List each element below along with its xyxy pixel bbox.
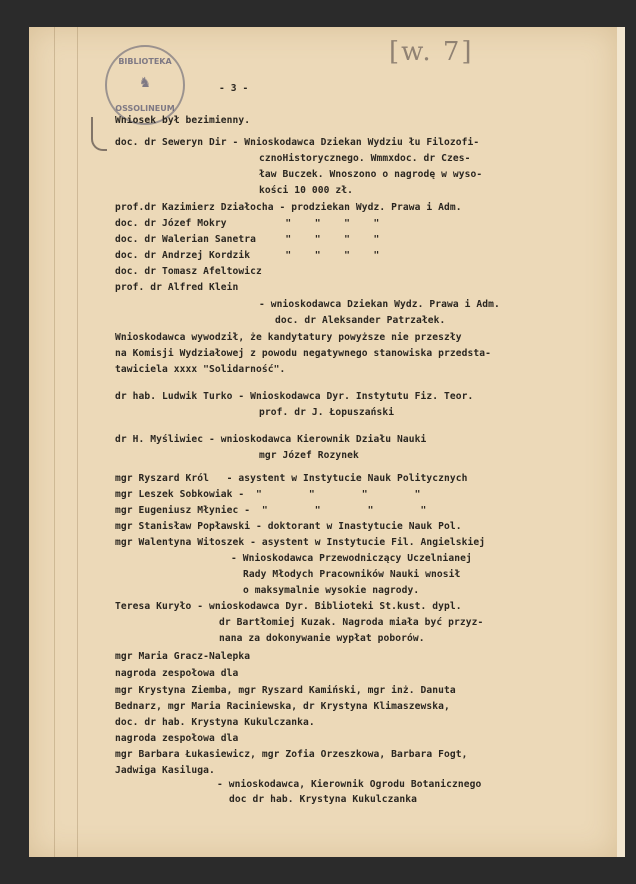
stamp-emblem-icon: ♞	[138, 75, 152, 91]
document-page	[29, 27, 617, 857]
fold-line	[77, 27, 78, 857]
text-line: dr hab. Ludwik Turko - Wnioskodawca Dyr. Instytutu Fiz. Teor.	[115, 391, 474, 402]
text-line: - wnioskodawca Dziekan Wydz. Prawa i Adm.	[259, 299, 500, 310]
library-stamp	[105, 45, 185, 125]
text-line: - Wnioskodawca Przewodniczący Uczelnianej	[231, 553, 472, 564]
text-line: mgr Ryszard Król - asystent w Instytucie Nauk Politycznych	[115, 473, 468, 484]
text-line: ław Buczek. Wnoszono o nagrodę w wyso-	[259, 169, 483, 180]
text-line: Jadwiga Kasiluga.	[115, 765, 215, 776]
text-line: Teresa Kuryło - wnioskodawca Dyr. Biblioteki St.kust. dypl.	[115, 601, 462, 612]
text-line: dr H. Myśliwiec - wnioskodawca Kierownik Działu Nauki	[115, 434, 427, 445]
text-line: nagroda zespołowa dla	[115, 668, 239, 679]
stamp-bottom-text: OSSOLINEUM	[115, 104, 175, 113]
page-edge	[617, 27, 625, 857]
text-line: doc. dr Seweryn Dir - Wnioskodawca Dziekan Wydziu łu Filozofi-	[115, 137, 480, 148]
text-line: doc. dr Walerian Sanetra " " " "	[115, 234, 380, 245]
text-line: doc. dr Andrzej Kordzik " " " "	[115, 250, 380, 261]
text-line: mgr Maria Gracz-Nalepka	[115, 651, 251, 662]
text-line: cznoHistorycznego. Wmmxdoc. dr Czes-	[259, 153, 471, 164]
text-line: nagroda zespołowa dla	[115, 733, 239, 744]
text-line: mgr Leszek Sobkowiak - " " " "	[115, 489, 421, 500]
text-line: doc. dr Tomasz Afeltowicz	[115, 266, 262, 277]
text-line: doc dr hab. Krystyna Kukulczanka	[229, 794, 418, 805]
text-line: prof. dr J. Łopuszański	[259, 407, 395, 418]
text-line: kości 10 000 zł.	[259, 185, 354, 196]
text-line: Wniosek był bezimienny.	[115, 115, 251, 126]
text-line: na Komisji Wydziałowej z powodu negatywnego stanowiska przedsta-	[115, 348, 492, 359]
text-line: mgr Stanisław Popławski - doktorant w Inastytucie Nauk Pol.	[115, 521, 462, 532]
text-line: o maksymalnie wysokie nagrody.	[243, 585, 420, 596]
text-line: mgr Józef Rozynek	[259, 450, 359, 461]
text-line: mgr Walentyna Witoszek - asystent w Instytucie Fil. Angielskiej	[115, 537, 486, 548]
text-line: mgr Eugeniusz Młyniec - " " " "	[115, 505, 427, 516]
text-line: Wnioskodawca wywodził, że kandytatury powyższe nie przeszły	[115, 332, 462, 343]
text-line: Rady Młodych Pracowników Nauki wnosił	[243, 569, 461, 580]
page-number: - 3 -	[219, 83, 249, 94]
text-line: - wnioskodawca, Kierownik Ogrodu Botanicznego	[217, 779, 482, 790]
text-line: nana za dokonywanie wypłat poborów.	[219, 633, 425, 644]
text-line: prof. dr Alfred Klein	[115, 282, 239, 293]
text-line: doc. dr Józef Mokry " " " "	[115, 218, 380, 229]
text-line: tawiciela xxxx "Solidarność".	[115, 364, 286, 375]
text-line: dr Bartłomiej Kuzak. Nagroda miała być przyz-	[219, 617, 484, 628]
stamp-top-text: BIBLIOTEKA	[118, 57, 172, 66]
text-line: mgr Barbara Łukasiewicz, mgr Zofia Orzeszkowa, Barbara Fogt,	[115, 749, 468, 760]
text-line: mgr Krystyna Ziemba, mgr Ryszard Kamiński, mgr inż. Danuta	[115, 685, 456, 696]
text-line: prof.dr Kazimierz Działocha - prodziekan Wydz. Prawa i Adm.	[115, 202, 462, 213]
text-line: Bednarz, mgr Maria Raciniewska, dr Krystyna Klimaszewska,	[115, 701, 450, 712]
margin-bracket-mark	[91, 117, 107, 151]
handwritten-annotation: [w. 7]	[389, 37, 474, 67]
fold-line	[54, 27, 55, 857]
text-line: doc. dr Aleksander Patrzałek.	[275, 315, 446, 326]
text-line: doc. dr hab. Krystyna Kukulczanka.	[115, 717, 315, 728]
